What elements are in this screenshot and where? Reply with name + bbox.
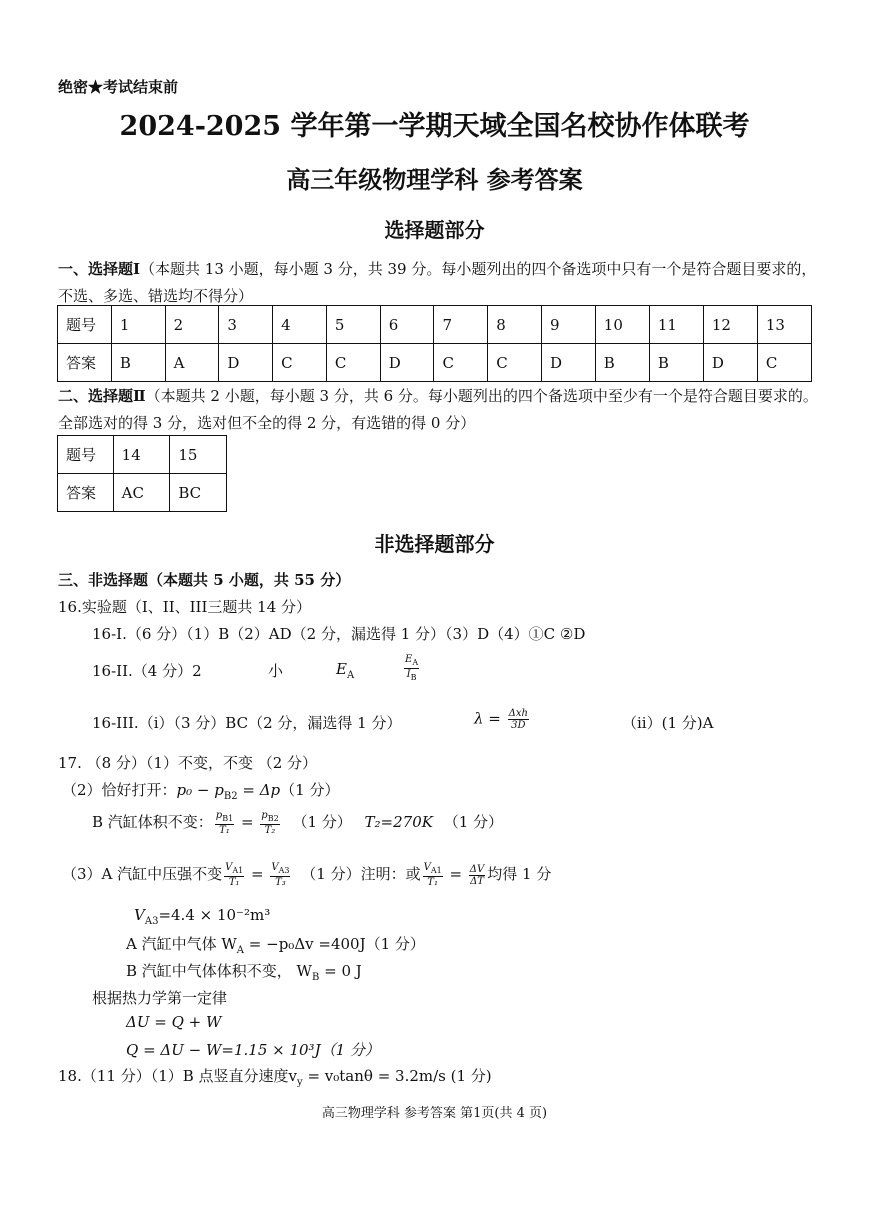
table-cell: 12 (703, 306, 757, 344)
part2-label: 二、选择题Ⅱ (58, 387, 146, 405)
q17-line4: （3）A 汽缸中压强不变 $\frac{V_{A1}}{\text{T₁}}$ = $\frac{V_{A3}}{\text{T₃}}$ （1 分）注明：或 $\frac{V_{A1}}{\text{T₁}}$ = $\frac{\Delta V}{\Delta T}$ 均得 1 分 (62, 862, 552, 888)
table-row-answers (58, 344, 812, 382)
table-cell: B (111, 344, 165, 382)
table-cell: 7 (434, 306, 488, 344)
q16-iii-answer: 16-III.（i）（3 分）BC（2 分，漏选得 1 分） (92, 714, 402, 732)
q17-line8: 根据热力学第一定律 (92, 989, 228, 1007)
section-heading-choice: 选择题部分 (384, 218, 485, 242)
table-row-numbers (58, 436, 227, 474)
frac-num: p (215, 810, 223, 821)
va3-sub: A3 (144, 916, 159, 927)
answer-table-part1 (57, 305, 812, 382)
table-cell: C (273, 344, 327, 382)
table-cell: 14 (113, 436, 170, 474)
table-row-header: 答案 (58, 474, 114, 512)
q17-line2 (62, 779, 339, 802)
table-cell: 6 (380, 306, 434, 344)
table-cell: 13 (757, 306, 811, 344)
table-cell: 5 (326, 306, 380, 344)
table-cell: 15 (170, 436, 227, 474)
ea-sub: A (346, 670, 355, 681)
frac-num: V (423, 862, 431, 873)
section-heading-nonchoice: 非选择题部分 (374, 532, 495, 556)
q16-iii-formula (474, 708, 531, 731)
frac-num: ΔV (469, 863, 485, 875)
q16-iii-ii-answer: （ii）(1 分)A (622, 714, 714, 732)
table-cell: 2 (165, 306, 219, 344)
table-cell: C (434, 344, 488, 382)
ratio-den-sub: B (410, 673, 417, 682)
q16-ii-ea (336, 660, 354, 681)
table-row-answers (58, 474, 227, 512)
table-cell: D (542, 344, 596, 382)
q18-sub: y (297, 1077, 303, 1088)
frac-den: T₁ (219, 825, 230, 836)
table-cell: C (326, 344, 380, 382)
frac-den: ΔT (470, 875, 484, 887)
q17-l2-math: p₀ − p (176, 781, 224, 799)
table-row-numbers (58, 306, 812, 344)
lambda-eq: λ = (474, 709, 501, 728)
q17-line9: ΔU = Q + W (126, 1013, 222, 1031)
wa-text: A 汽缸中气体 W (126, 935, 237, 953)
exam-title: 2024-2025 学年第一学期天域全国名校协作体联考 (119, 111, 750, 142)
q17-l3-suffix: （1 分） (443, 813, 504, 831)
frac-den: T₁ (427, 877, 438, 888)
table-cell: B (595, 344, 649, 382)
frac-den: T₁ (228, 877, 240, 888)
q17-l3-mid: （1 分） (292, 813, 352, 831)
part3-label: 三、非选择题（本题共 5 小题，共 55 分） (58, 571, 351, 589)
ea-symbol: E (336, 660, 347, 678)
table-cell: 11 (649, 306, 703, 344)
table-row-header: 题号 (58, 436, 114, 474)
wb-value: = 0 J (319, 962, 362, 980)
frac-num-sub: A3 (278, 866, 290, 875)
q16-i-answer: 16-I.（6 分）（1）B（2）AD（2 分，漏选得 1 分）（3）D（4）①C ②D (92, 625, 586, 643)
q17-line7 (126, 960, 362, 983)
exam-subtitle: 高三年级物理学科 参考答案 (286, 165, 583, 194)
ratio-den: I (406, 669, 411, 680)
part1-instructions (58, 256, 818, 310)
table-cell: 4 (273, 306, 327, 344)
q16-ii-small: 小 (268, 662, 284, 680)
table-cell: D (219, 344, 273, 382)
frac-num: p (261, 810, 268, 821)
frac-num-sub: A1 (430, 866, 442, 875)
q17-line1: 17. （8 分）（1）不变，不变 （2 分） (58, 754, 318, 772)
q16-intro: 16.实验题（I、II、III三题共 14 分） (58, 598, 312, 616)
table-cell: AC (113, 474, 170, 512)
q17-line5 (134, 906, 270, 927)
q17-l2-sub: B2 (223, 791, 238, 802)
page-footer: 高三物理学科 参考答案 第1页(共 4 页) (321, 1106, 548, 1121)
q17-line6 (126, 933, 425, 956)
q18-line1 (58, 1065, 492, 1088)
q17-l2-prefix: （2）恰好打开： (62, 781, 177, 799)
part1-label: 一、选择题Ⅰ (58, 260, 141, 278)
frac-den: T₂ (264, 825, 276, 836)
table-cell: C (757, 344, 811, 382)
table-cell: 10 (595, 306, 649, 344)
lambda-num: Δxh (508, 708, 528, 719)
q17-l4-suffix: 均得 1 分 (487, 865, 552, 883)
part2-instructions (58, 383, 818, 437)
frac-num: V (225, 862, 233, 873)
q17-line10: Q = ΔU − W=1.15 × 10³J（1 分） (126, 1041, 380, 1059)
frac-num-sub: B1 (222, 814, 234, 823)
table-cell: 8 (488, 306, 542, 344)
wb-sub: B (311, 972, 320, 983)
table-row-header: 题号 (58, 306, 112, 344)
confidential-label: 绝密★考试结束前 (58, 78, 179, 96)
wa-value: = −p₀Δv =400J（1 分） (244, 935, 425, 953)
answer-table-part2 (57, 435, 227, 512)
table-cell: D (380, 344, 434, 382)
va3-value: =4.4 × 10⁻²m³ (158, 906, 271, 924)
lambda-den: 3D (511, 720, 526, 731)
table-cell: D (703, 344, 757, 382)
table-cell: A (165, 344, 219, 382)
wa-sub: A (236, 945, 245, 956)
q17-line3: B 汽缸体积不变： $\frac{p_{B1}}{\text{T₁}}$ = $\frac{p_{B2}}{\text{T₂}}$ （1 分） T₂=270K （1 分） (92, 810, 504, 836)
q16-ii-answer (92, 660, 202, 681)
q16-ii-ratio (402, 654, 421, 683)
wb-text: B 汽缸中气体体积不变， W (126, 962, 312, 980)
frac-num-sub: A1 (232, 866, 244, 875)
q16-ii-prefix: 16-II.（4 分）2 (92, 662, 202, 680)
table-cell: C (488, 344, 542, 382)
table-cell: 3 (219, 306, 273, 344)
part2-desc: （本题共 2 小题，每小题 3 分，共 6 分。每小题列出的四个备选项中至少有一个是符合题目要求的。全部选对的得 3 分，选对但不全的得 2 分，有选错的得 0 分） (58, 387, 818, 432)
q18-text: 18.（11 分）（1）B 点竖直分速度v (58, 1067, 298, 1085)
q17-l3-prefix: B 汽缸体积不变： (92, 813, 213, 831)
table-cell: BC (170, 474, 227, 512)
va3-symbol: V (134, 906, 145, 924)
q18-value: = v₀tanθ = 3.2m/s (1 分) (302, 1067, 492, 1085)
part1-desc: （本题共 13 小题，每小题 3 分，共 39 分。每小题列出的四个备选项中只有一个是符合题目要求的，不选、多选、错选均不得分） (58, 260, 817, 305)
frac-num: V (271, 862, 279, 873)
table-row-header: 答案 (58, 344, 112, 382)
q17-l2-suffix: （1 分） (280, 781, 340, 799)
table-cell: B (649, 344, 703, 382)
frac-num-sub: B2 (267, 814, 279, 823)
ratio-num-sub: A (412, 658, 419, 667)
ratio-num: E (405, 654, 413, 665)
q17-l4-prefix: （3）A 汽缸中压强不变 (62, 865, 223, 883)
frac-den: T₃ (275, 877, 286, 888)
q17-l2-eq: = Δp (237, 781, 281, 799)
table-cell: 1 (111, 306, 165, 344)
table-cell: 9 (542, 306, 596, 344)
q17-l4-mid: （1 分）注明：或 (301, 865, 421, 883)
q17-l3-t2: T₂=270K (364, 813, 433, 831)
